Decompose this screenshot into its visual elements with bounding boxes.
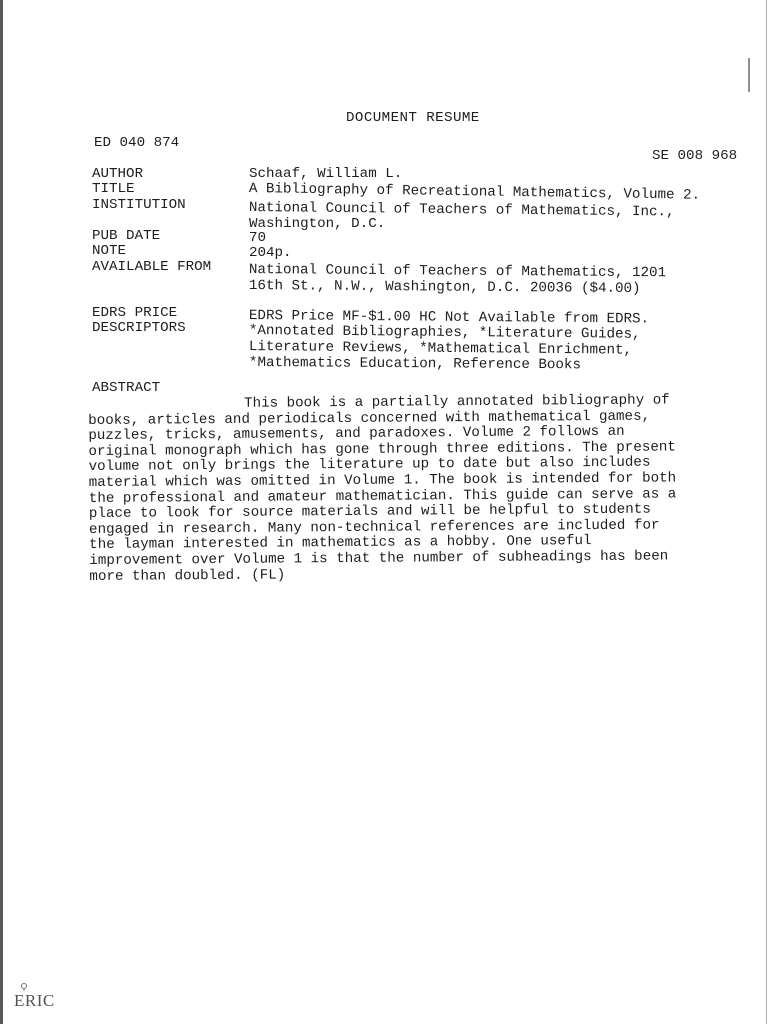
field-label-institution: INSTITUTION [92,197,186,213]
abstract-line: puzzles, tricks, amusements, and paradoxes. Volume 2 follows an [88,423,625,445]
field-label-available-from: AVAILABLE FROM [92,259,212,275]
scan-mark [748,58,750,92]
abstract-line: place to look for source materials and will be helpful to students [88,501,651,523]
abstract-line: This book is a partially annotated bibliography of [243,392,670,412]
abstract-line: books, articles and periodicals concerned with mathematical games, [88,408,651,429]
field-value-author: Schaaf, William L. [249,166,403,182]
field-value-pub-date: 70 [249,230,267,246]
scan-edge-right [766,0,767,1024]
ed-number: ED 040 874 [94,135,180,151]
abstract-line: original monograph which has gone through three editions. The present [88,439,676,460]
scan-edge-left [0,0,3,1024]
abstract-line: volume not only brings the literature up to date but also includes [88,454,651,476]
field-value-descriptors-line-1: *Annotated Bibliographies, *Literature Guides, [248,323,641,343]
field-value-institution-line-2: Washington, D.C. [249,216,386,232]
field-value-available-from-line-2: 16th St., N.W., Washington, D.C. 20036 ($4.00) [248,278,641,298]
field-label-edrs-price: EDRS PRICE [92,305,178,321]
abstract-line: more than doubled. (FL) [89,566,286,585]
field-label-pub-date: PUB DATE [92,228,161,244]
abstract-line: material which was omitted in Volume 1. The book is intended for both [88,470,677,491]
abstract-line: the professional and amateur mathematician. This guide can serve as a [88,485,677,507]
field-value-title: A Bibliography of Recreational Mathematics, Volume 2. [248,181,701,204]
field-value-descriptors-line-2: Literature Reviews, *Mathematical Enrichment, [248,339,633,359]
abstract-body [88,393,729,585]
se-number: SE 008 968 [652,148,738,164]
field-value-available-from-line-1: National Council of Teachers of Mathematics, 1201 [248,262,667,282]
field-label-author: AUTHOR [92,166,144,182]
field-label-descriptors: DESCRIPTORS [92,320,186,336]
abstract-line: improvement over Volume 1 is that the number of subheadings has been [89,548,669,569]
document-title: DOCUMENT RESUME [346,110,480,126]
abstract-heading: ABSTRACT [92,380,161,396]
field-value-institution-line-1: National Council of Teachers of Mathematics, Inc., [248,200,675,221]
field-value-note: 204p. [249,245,292,261]
abstract-line: the layman interested in mathematics as a hobby. One useful [89,533,592,554]
field-value-descriptors-line-3: *Mathematics Education, Reference Books [248,355,582,374]
abstract-line: engaged in research. Many non-technical references are included for [88,517,660,538]
field-label-note: NOTE [92,243,127,259]
field-value-edrs-price: EDRS Price MF-$1.00 HC Not Available from EDRS. [248,308,650,328]
field-label-title: TITLE [92,181,135,197]
eric-logo-text: ERIC [14,991,55,1010]
